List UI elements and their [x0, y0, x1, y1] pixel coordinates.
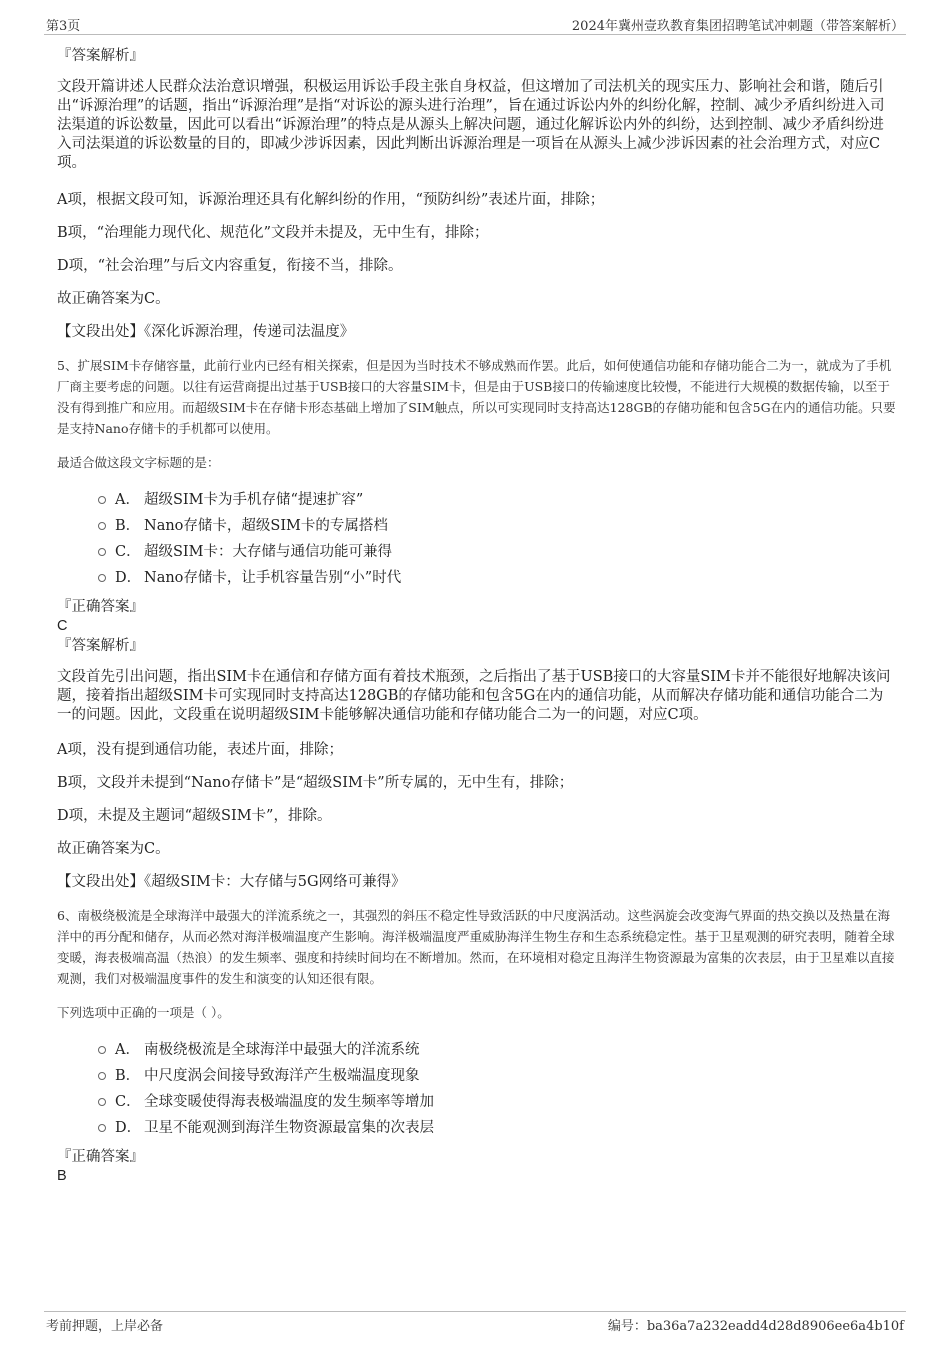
- question-6-options: [57, 1037, 897, 1141]
- radio-icon[interactable]: [98, 1098, 106, 1106]
- question-6-stem: 6、南极绕极流是全球海洋中最强大的洋流系统之一，其强烈的斜压不稳定性导致活跃的中尺度涡活动。这些涡旋会改变海气界面的热交换以及热量在海洋中的再分配和储存，从而必然对海洋极端温度产生影响。海洋极端温度严重威胁海洋生物生存和生态系统稳定性。基于卫星观测的研究表明，随着全球变暖，海表极端高温（热浪）的发生频率、强度和持续时间均在不断增加。然而，在环境相对稳定且海洋生物资源最为富集的次表层，由于卫星难以直接观测，我们对极端温度事件的发生和演变的认知还很有限。: [57, 908, 895, 986]
- question-5-stem: 5、扩展SIM卡存储容量，此前行业内已经有相关探索，但是因为当时技术不够成熟而作罢。此后，如何使通信功能和存储功能合二为一，就成为了手机厂商主要考虑的问题。以往有运营商提出过基于USB接口的大容量SIM卡，但是由于USB接口的传输速度比较慢，不能进行大规模的数据传输，以至于没有得到推广和应用。而超级SIM卡在存储卡形态基础上增加了SIM触点，所以可实现同时支持高达128GB的存储功能和包含5G在内的通信功能。只要是支持Nano存储卡的手机都可以使用。: [57, 358, 896, 436]
- analysis-label: 『答案解析』: [57, 638, 144, 654]
- passage-source: 【文段出处】《超级SIM卡：大存储与5G网络可兼得》: [57, 874, 406, 890]
- page-header: [44, 14, 906, 35]
- radio-icon[interactable]: [98, 574, 106, 582]
- analysis-note-b: B项，文段并未提到“Nano存储卡”是“超级SIM卡”所专属的，无中生有，排除；: [57, 775, 574, 791]
- page-content: [57, 44, 897, 1185]
- option-a[interactable]: A． 南极绕极流是全球海洋中最强大的洋流系统: [57, 1037, 897, 1063]
- radio-icon[interactable]: [98, 1072, 106, 1080]
- option-c[interactable]: C． 超级SIM卡：大存储与通信功能可兼得: [57, 539, 897, 565]
- question-5-prompt: 最适合做这段文字标题的是：: [57, 455, 220, 470]
- analysis-note-a: A项，没有提到通信功能，表述片面，排除；: [57, 742, 343, 758]
- analysis-note-d: D项，未提及主题词“超级SIM卡”，排除。: [57, 808, 332, 824]
- document-serial: 编号：ba36a7a232eadd4d28d8906ee6a4b10f: [607, 1319, 904, 1334]
- footer-slogan: 考前押题，上岸必备: [46, 1319, 164, 1334]
- option-c[interactable]: C． 全球变暖使得海表极端温度的发生频率等增加: [57, 1089, 897, 1115]
- question-6-prompt: 下列选项中正确的一项是（ ）。: [57, 1005, 230, 1020]
- analysis-label: 『答案解析』: [57, 48, 144, 64]
- radio-icon[interactable]: [98, 1046, 106, 1054]
- radio-icon[interactable]: [98, 496, 106, 504]
- correct-answer-label: 『正确答案』: [57, 599, 144, 615]
- option-b[interactable]: B． Nano存储卡，超级SIM卡的专属搭档: [57, 513, 897, 539]
- document-title: 2024年冀州壹玖教育集团招聘笔试冲刺题（带答案解析）: [571, 19, 904, 34]
- analysis-text: 文段开篇讲述人民群众法治意识增强，积极运用诉讼手段主张自身权益，但这增加了司法机关的现实压力、影响社会和谐，随后引出“诉源治理”的话题，指出“诉源治理”是指“对诉讼的源头进行治理”，旨在通过诉讼内外的纠纷化解，控制、减少矛盾纠纷进入司法渠道的诉讼数量，因此可以看出“诉源治理”的特点是从源头上解决问题，通过化解诉讼内外的纠纷，达到控制、减少矛盾纠纷进入司法渠道的诉讼数量的目的，即减少涉诉因素，因此判断出诉源治理是一项旨在从源头上减少涉诉因素的社会治理方式，对应C项。: [57, 79, 885, 171]
- analysis-conclusion: 故正确答案为C。: [57, 291, 170, 307]
- correct-answer: B: [57, 1168, 67, 1184]
- analysis-note-b: B项，“治理能力现代化、规范化”文段并未提及，无中生有，排除；: [57, 225, 489, 241]
- option-b[interactable]: B． 中尺度涡会间接导致海洋产生极端温度现象: [57, 1063, 897, 1089]
- analysis-note-a: A项，根据文段可知，诉源治理还具有化解纠纷的作用，“预防纠纷”表述片面，排除；: [57, 192, 605, 208]
- radio-icon[interactable]: [98, 1124, 106, 1132]
- analysis-text: 文段首先引出问题，指出SIM卡在通信和存储方面有着技术瓶颈，之后指出了基于USB接口的大容量SIM卡并不能很好地解决该问题，接着指出超级SIM卡可实现同时支持高达128GB的存储功能和包含5G在内的通信功能，从而解决存储功能和通信功能合二为一的问题。因此，文段重在说明超级SIM卡能够解决通信功能和存储功能合二为一的问题，对应C项。: [57, 669, 891, 723]
- page-footer: [44, 1311, 906, 1336]
- option-d[interactable]: D． Nano存储卡，让手机容量告别“小”时代: [57, 565, 897, 591]
- radio-icon[interactable]: [98, 522, 106, 530]
- radio-icon[interactable]: [98, 548, 106, 556]
- analysis-note-d: D项，“社会治理”与后文内容重复，衔接不当，排除。: [57, 258, 403, 274]
- question-5-options: [57, 487, 897, 591]
- option-a[interactable]: A． 超级SIM卡为手机存储“提速扩容”: [57, 487, 897, 513]
- page-number: 第3页: [46, 19, 81, 34]
- analysis-conclusion: 故正确答案为C。: [57, 841, 170, 857]
- option-d[interactable]: D． 卫星不能观测到海洋生物资源最富集的次表层: [57, 1115, 897, 1141]
- passage-source: 【文段出处】《深化诉源治理，传递司法温度》: [57, 324, 355, 340]
- correct-answer-label: 『正确答案』: [57, 1149, 144, 1165]
- correct-answer: C: [57, 618, 68, 634]
